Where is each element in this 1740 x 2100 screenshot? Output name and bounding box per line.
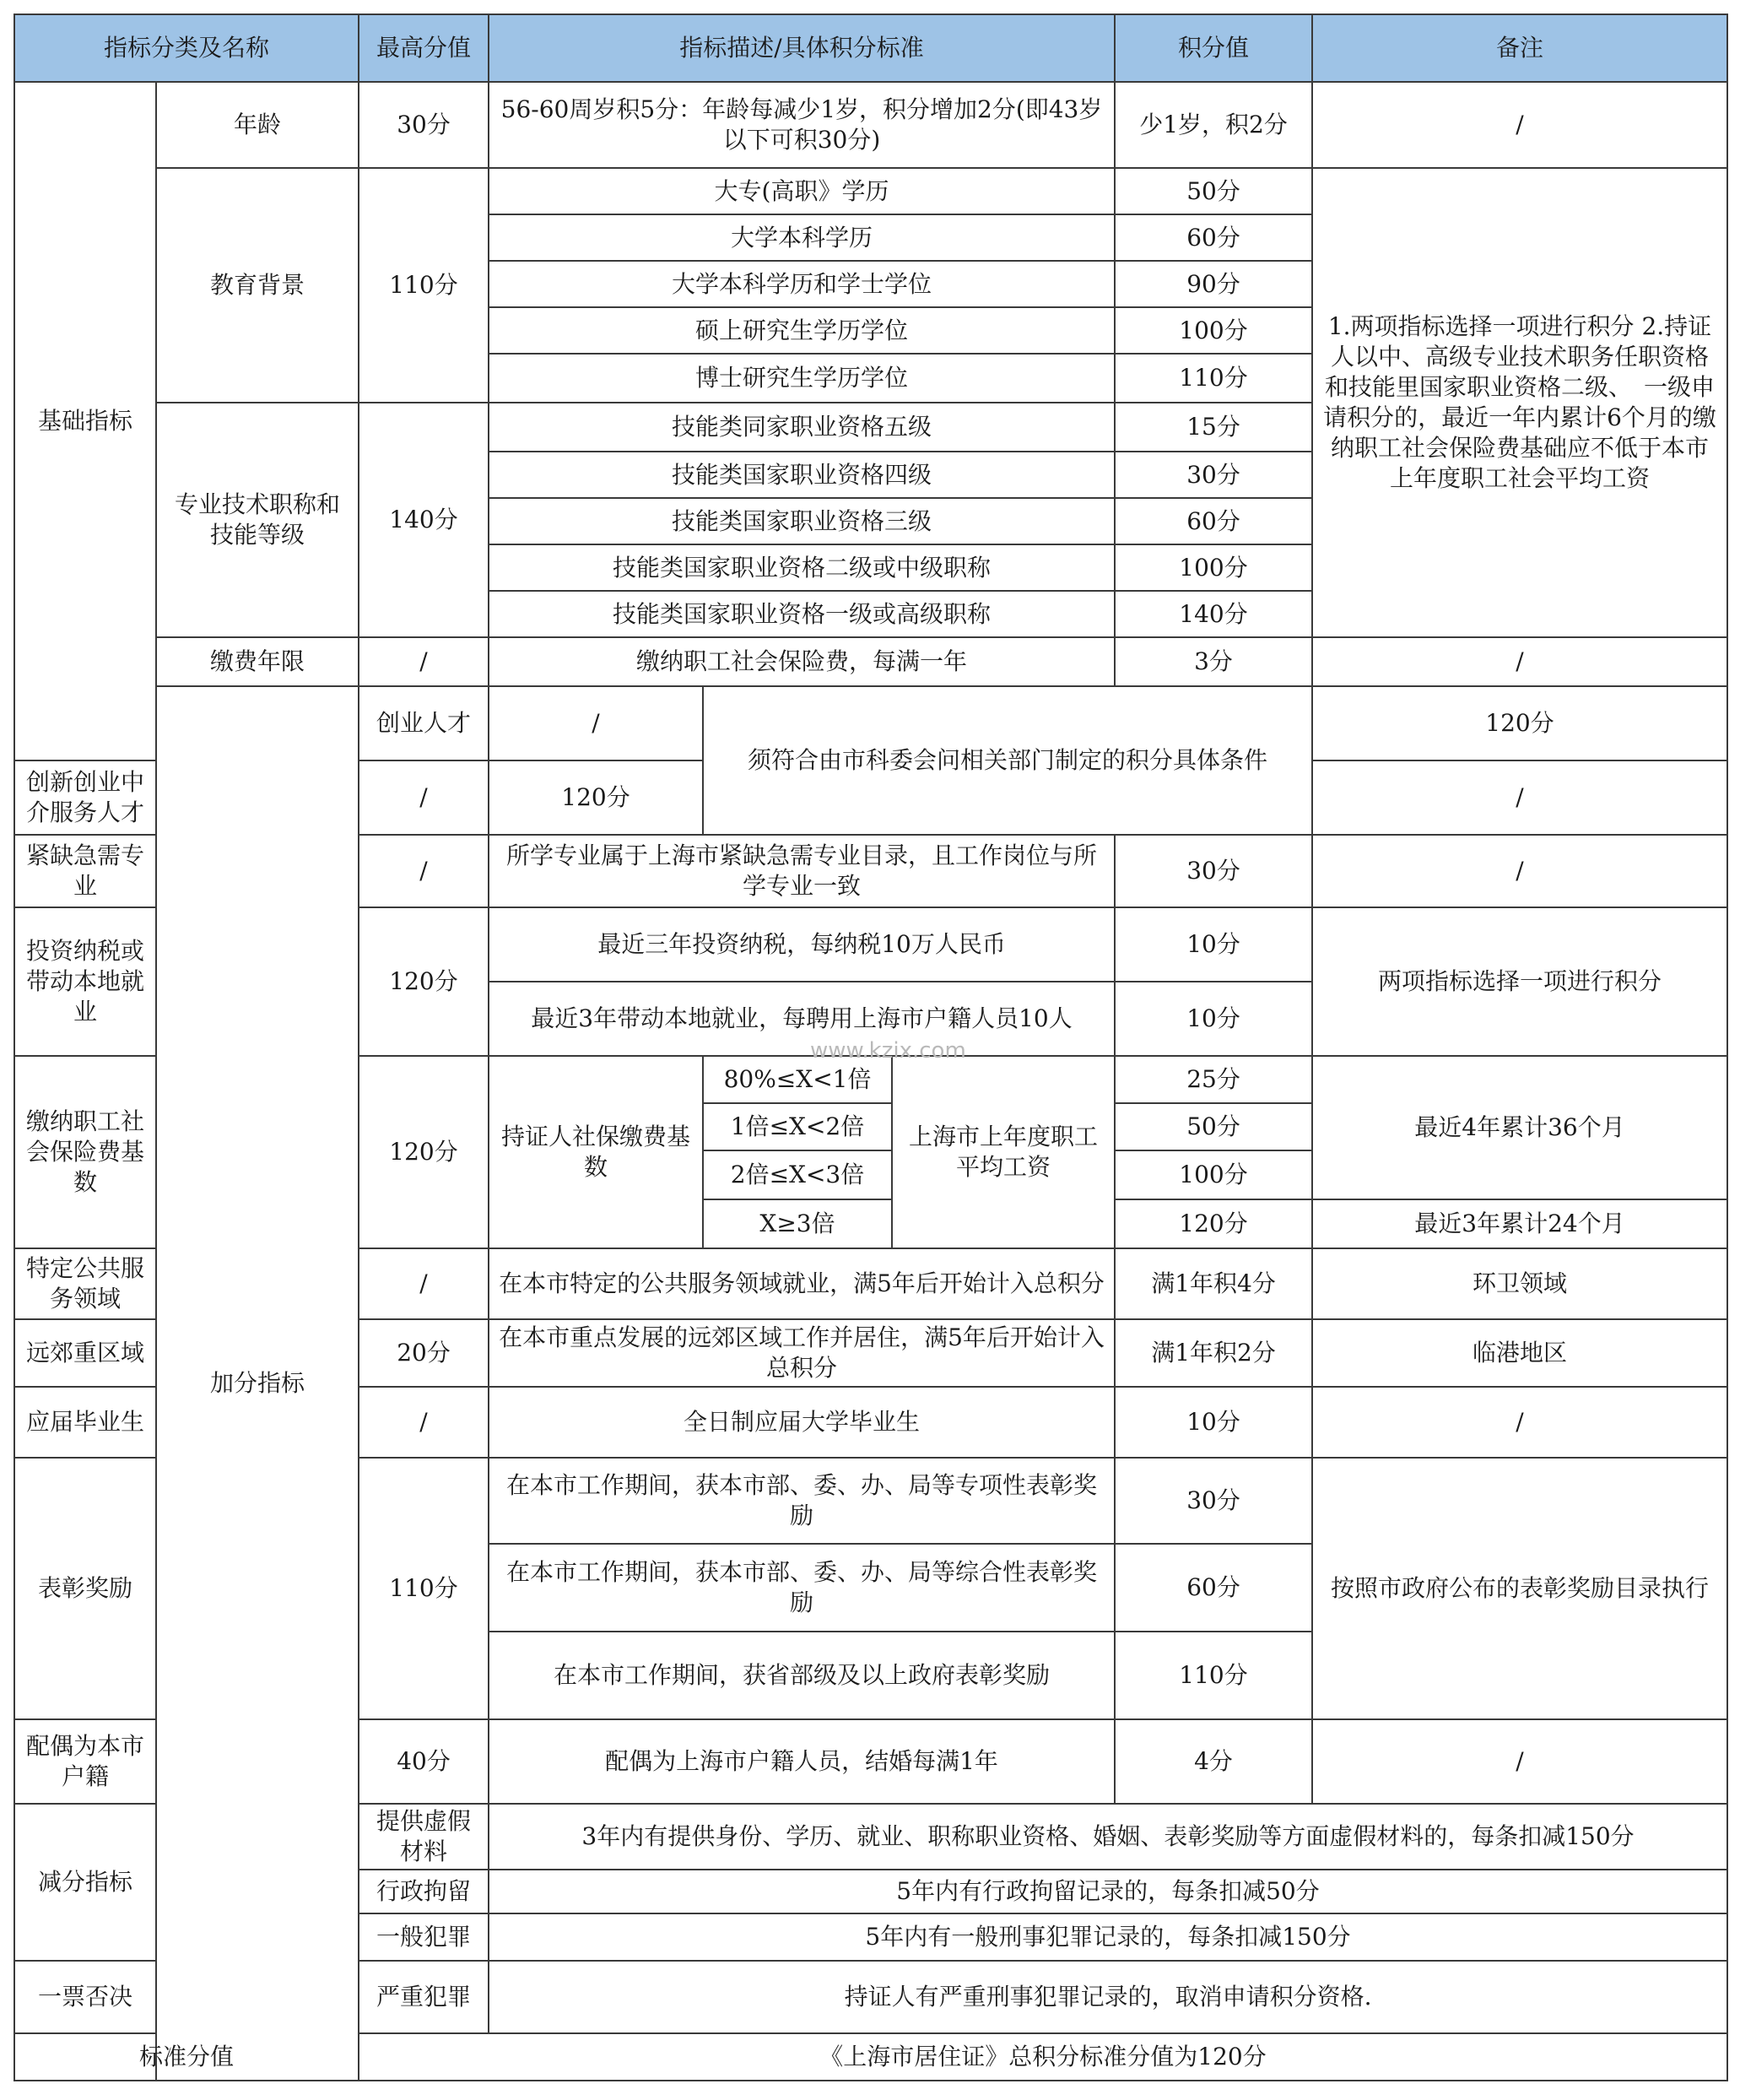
serious-name: 严重犯罪 <box>359 1961 489 2033</box>
row-age <box>14 82 1727 168</box>
invest-desc: 最近3年带动本地就业，每聘用上海市户籍人员10人 <box>489 982 1115 1056</box>
insure-note-1: 最近4年累计36个月 <box>1312 1056 1727 1199</box>
invest-score: 10分 <box>1115 982 1312 1056</box>
suburb-max: 20分 <box>359 1319 489 1387</box>
watermark: www.kzix.com <box>810 1038 966 1064</box>
entre-max: / <box>489 686 703 760</box>
category-basic: 基础指标 <box>14 82 156 760</box>
public-score: 满1年积4分 <box>1115 1248 1312 1319</box>
standard-desc: 《上海市居住证》总积分标准分值为120分 <box>359 2033 1727 2081</box>
grad-note: / <box>1312 1387 1727 1458</box>
grad-score: 10分 <box>1115 1387 1312 1458</box>
spouse-desc: 配偶为上海市户籍人员，结婚每满1年 <box>489 1719 1115 1804</box>
public-desc: 在本市特定的公共服务领域就业，满5年后开始计入总积分 <box>489 1248 1115 1319</box>
row-years <box>14 637 1727 686</box>
skill-score: 100分 <box>1115 544 1312 591</box>
years-score: 3分 <box>1115 637 1312 686</box>
award-desc: 在本市工作期间，获本市部、委、办、局等综合性表彰奖励 <box>489 1544 1115 1632</box>
header-row <box>14 14 1727 82</box>
grad-max: / <box>359 1387 489 1458</box>
category-veto: 一票否决 <box>14 1961 156 2033</box>
row-edu <box>14 168 1727 214</box>
category-standard: 标准分值 <box>14 2033 359 2081</box>
skill-max: 140分 <box>359 403 489 637</box>
suburb-note: 临港地区 <box>1312 1319 1727 1387</box>
header-score: 积分值 <box>1115 14 1312 82</box>
skill-desc: 技能类国家职业资格二级或中级职称 <box>489 544 1115 591</box>
agency-score: 120分 <box>489 760 703 835</box>
shortage-note: / <box>1312 835 1727 907</box>
edu-score: 50分 <box>1115 168 1312 214</box>
skill-name: 专业技术职称和技能等级 <box>156 403 359 637</box>
crime-desc: 5年内有一般刑事犯罪记录的，每条扣减150分 <box>489 1913 1727 1961</box>
shortage-desc: 所学专业属于上海市紧缺急需专业目录，且工作岗位与所学专业一致 <box>489 835 1115 907</box>
entre-name: 创业人才 <box>359 686 489 760</box>
award-desc: 在本市工作期间，获省部级及以上政府表彰奖励 <box>489 1632 1115 1719</box>
row-standard <box>14 2033 1727 2081</box>
insure-range: 1倍≤X<2倍 <box>703 1103 892 1150</box>
spouse-name: 配偶为本市户籍 <box>14 1719 156 1804</box>
years-max: / <box>359 637 489 686</box>
suburb-name: 远郊重区域 <box>14 1319 156 1387</box>
serious-desc: 持证人有严重刑事犯罪记录的，取消申请积分资格. <box>489 1961 1727 2033</box>
suburb-desc: 在本市重点发展的远郊区域工作并居住，满5年后开始计入总积分 <box>489 1319 1115 1387</box>
edu-max: 110分 <box>359 168 489 403</box>
row-entre <box>14 686 1727 760</box>
category-deduct: 减分指标 <box>14 1804 156 1961</box>
spouse-note: / <box>1312 1719 1727 1804</box>
edu-score: 60分 <box>1115 214 1312 261</box>
shortage-score: 30分 <box>1115 835 1312 907</box>
public-name: 特定公共服务领域 <box>14 1248 156 1319</box>
edu-desc: 大学本科学历 <box>489 214 1115 261</box>
category-bonus: 加分指标 <box>156 686 359 2081</box>
shortage-name: 紧缺急需专业 <box>14 835 156 907</box>
invest-name: 投资纳税或带动本地就业 <box>14 907 156 1056</box>
insure-ref: 上海市上年度职工平均工资 <box>892 1056 1115 1248</box>
insure-max: 120分 <box>359 1056 489 1248</box>
invest-note: 两项指标选择一项进行积分 <box>1312 907 1727 1056</box>
skill-desc: 技能类国家职业资格三级 <box>489 498 1115 544</box>
public-max: / <box>359 1248 489 1319</box>
award-score: 30分 <box>1115 1458 1312 1544</box>
suburb-score: 满1年积2分 <box>1115 1319 1312 1387</box>
insure-score: 25分 <box>1115 1056 1312 1103</box>
agency-note: / <box>1312 760 1727 835</box>
detain-name: 行政拘留 <box>359 1870 489 1913</box>
agency-name: 创新创业中介服务人才 <box>14 760 156 835</box>
years-desc: 缴纳职工社会保险费，每满一年 <box>489 637 1115 686</box>
edu-desc: 硕上研究生学历学位 <box>489 307 1115 354</box>
award-score: 60分 <box>1115 1544 1312 1632</box>
fake-name: 提供虚假材料 <box>359 1804 489 1870</box>
edu-name: 教育背景 <box>156 168 359 403</box>
insure-base: 持证人社保缴费基数 <box>489 1056 703 1248</box>
insure-range: 80%≤X<1倍 <box>703 1056 892 1103</box>
edu-desc: 博士研究生学历学位 <box>489 354 1115 403</box>
entre-score: 120分 <box>1312 686 1727 760</box>
age-name: 年龄 <box>156 82 359 168</box>
insure-range: 2倍≤X<3倍 <box>703 1150 892 1199</box>
invest-score: 10分 <box>1115 907 1312 982</box>
edu-skill-note: 1.两项指标选择一项进行积分 2.持证人以中、高级专业技术职务任职资格和技能里国家职业资格二级、 一级申请积分的，最近一年内累计6个月的缴纳职工社会保险费基础应不低于本市上年度职工社会平均工资 <box>1312 168 1727 637</box>
agency-max: / <box>359 760 489 835</box>
award-max: 110分 <box>359 1458 489 1719</box>
insure-score: 120分 <box>1115 1199 1312 1248</box>
entre-desc: 须符合由市科委会问相关部门制定的积分具体条件 <box>703 686 1312 835</box>
skill-desc: 技能类国家职业资格四级 <box>489 452 1115 498</box>
insure-score: 50分 <box>1115 1103 1312 1150</box>
shortage-max: / <box>359 835 489 907</box>
age-max: 30分 <box>359 82 489 168</box>
insure-note-2: 最近3年累计24个月 <box>1312 1199 1727 1248</box>
edu-desc: 大学本科学历和学士学位 <box>489 261 1115 307</box>
edu-score: 90分 <box>1115 261 1312 307</box>
skill-desc: 技能类同家职业资格五级 <box>489 403 1115 452</box>
award-score: 110分 <box>1115 1632 1312 1719</box>
header-desc: 指标描述/具体积分标准 <box>489 14 1115 82</box>
edu-desc: 大专(高职》学历 <box>489 168 1115 214</box>
award-name: 表彰奖励 <box>14 1458 156 1719</box>
edu-score: 100分 <box>1115 307 1312 354</box>
spouse-max: 40分 <box>359 1719 489 1804</box>
header-note: 备注 <box>1312 14 1727 82</box>
invest-max: 120分 <box>359 907 489 1056</box>
invest-desc: 最近三年投资纳税，每纳税10万人民币 <box>489 907 1115 982</box>
age-score: 少1岁，积2分 <box>1115 82 1312 168</box>
skill-score: 60分 <box>1115 498 1312 544</box>
award-note: 按照市政府公布的表彰奖励目录执行 <box>1312 1458 1727 1719</box>
public-note: 环卫领域 <box>1312 1248 1727 1319</box>
fake-desc: 3年内有提供身份、学历、就业、职称职业资格、婚姻、表彰奖励等方面虚假材料的，每条扣减150分 <box>489 1804 1727 1870</box>
edu-score: 110分 <box>1115 354 1312 403</box>
skill-desc: 技能类国家职业资格一级或高级职称 <box>489 591 1115 637</box>
age-desc: 56-60周岁积5分：年龄每减少1岁，积分增加2分(即43岁以下可积30分) <box>489 82 1115 168</box>
grad-desc: 全日制应届大学毕业生 <box>489 1387 1115 1458</box>
header-max: 最高分值 <box>359 14 489 82</box>
grad-name: 应届毕业生 <box>14 1387 156 1458</box>
skill-score: 15分 <box>1115 403 1312 452</box>
years-note: / <box>1312 637 1727 686</box>
skill-score: 140分 <box>1115 591 1312 637</box>
detain-desc: 5年内有行政拘留记录的，每条扣减50分 <box>489 1870 1727 1913</box>
skill-score: 30分 <box>1115 452 1312 498</box>
insure-score: 100分 <box>1115 1150 1312 1199</box>
points-table <box>14 14 1728 2081</box>
age-note: / <box>1312 82 1727 168</box>
years-name: 缴费年限 <box>156 637 359 686</box>
header-category: 指标分类及名称 <box>14 14 359 82</box>
crime-name: 一般犯罪 <box>359 1913 489 1961</box>
insure-range: X≥3倍 <box>703 1199 892 1248</box>
insure-name: 缴纳职工社会保险费基数 <box>14 1056 156 1248</box>
award-desc: 在本市工作期间，获本市部、委、办、局等专项性表彰奖励 <box>489 1458 1115 1544</box>
spouse-score: 4分 <box>1115 1719 1312 1804</box>
